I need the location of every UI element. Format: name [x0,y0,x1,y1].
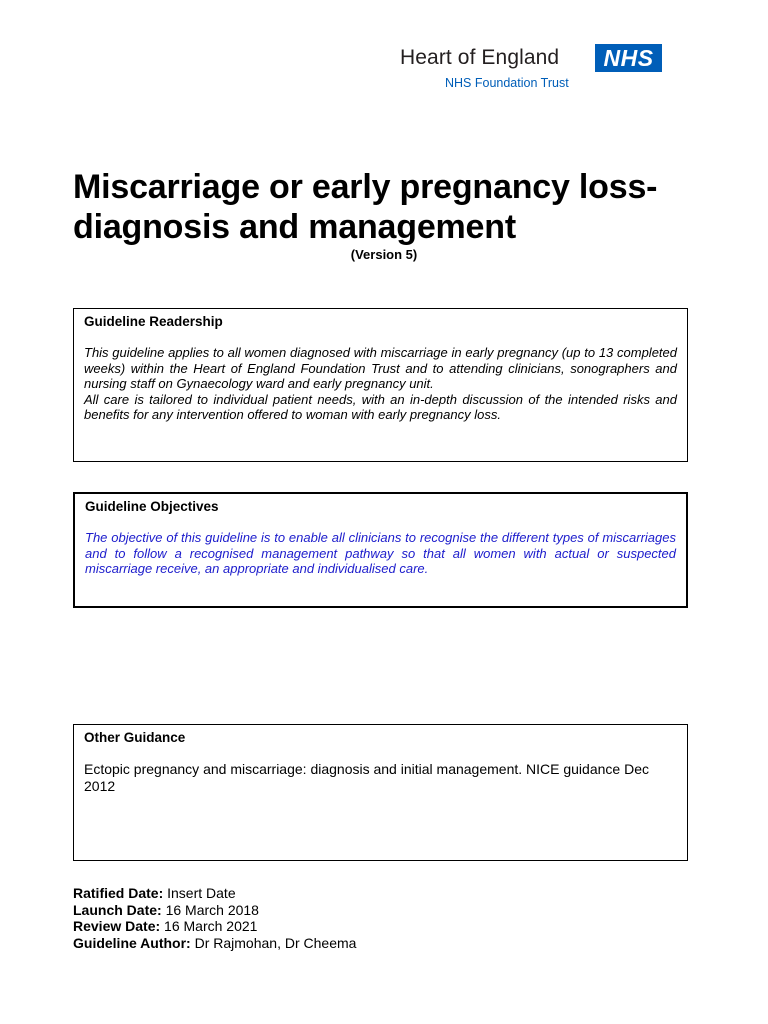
readership-paragraph-1: This guideline applies to all women diagnosed with miscarriage in early pregnancy (up to 13 completed weeks) within the Heart of England Foundation Trust and to attending clinicians, sonographers and nursing staff on Gynaecology ward and early pregnancy unit. [84,345,677,391]
document-details [73,885,356,951]
readership-text [84,345,677,423]
version-label: (Version 5) [350,247,418,262]
trust-logo [398,42,664,90]
ratified-date-value: Insert Date [167,885,236,901]
readership-paragraph-2: All care is tailored to individual patient needs, with an in-depth discussion of the intended risks and benefits for any intervention offered to woman with early pregnancy loss. [84,391,677,422]
objectives-text: The objective of this guideline is to enable all clinicians to recognise the different types of miscarriages and to follow a recognised management pathway so that all women with actual or suspected miscarriage receive, an appropriate and individualised care. [85,530,676,576]
objectives-box [73,492,688,608]
author-label: Guideline Author: [73,934,191,951]
other-guidance-text: Ectopic pregnancy and miscarriage: diagnosis and initial management. NICE guidance Dec 2012 [84,761,649,794]
review-date-value: 16 March 2021 [164,918,258,934]
review-date-row [73,918,356,935]
readership-heading: Guideline Readership [84,314,223,329]
org-name: Heart of England [400,46,560,69]
ratified-date-row [73,885,356,902]
readership-box [73,308,688,462]
objectives-heading: Guideline Objectives [85,499,219,514]
author-row [73,935,356,952]
ratified-date-label: Ratified Date: [73,885,164,901]
author-value: Dr Rajmohan, Dr Cheema [194,934,357,951]
trust-name: NHS Foundation Trust [445,76,569,90]
launch-date-value: 16 March 2018 [165,901,259,918]
page-title: Miscarriage or early pregnancy loss- diagnosis and management [73,168,658,246]
other-guidance-heading: Other Guidance [84,730,186,745]
launch-date-row [73,902,356,919]
review-date-label: Review Date: [73,918,161,934]
other-guidance-box [73,724,688,861]
nhs-badge: NHS [595,44,662,72]
launch-date-label: Launch Date: [73,901,162,918]
